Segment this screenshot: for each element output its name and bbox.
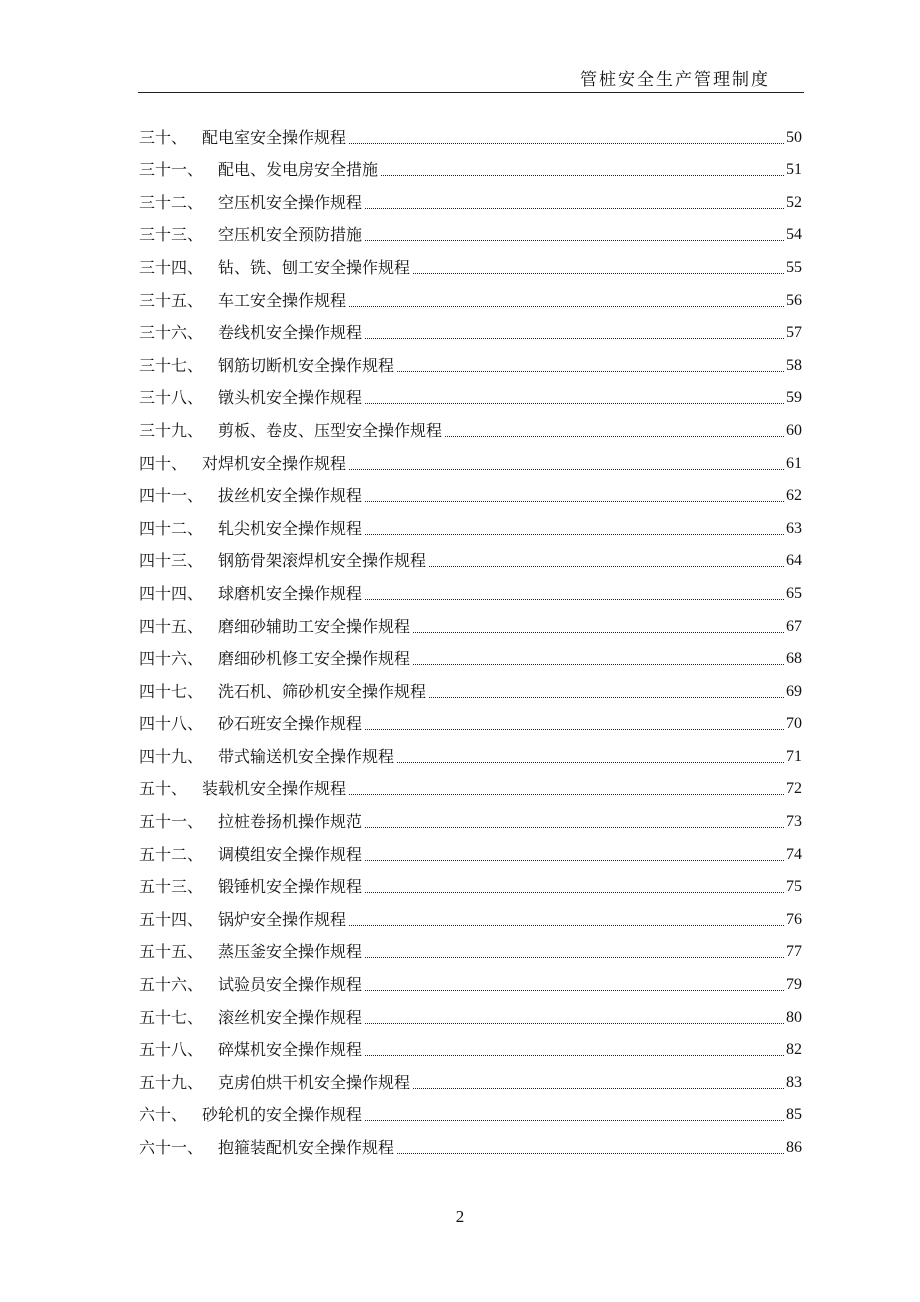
toc-entry-number: 四十二、 [139, 518, 204, 538]
toc-entry-page: 57 [786, 324, 802, 342]
toc-entry[interactable] [139, 1028, 802, 1061]
toc-entry-title: 钻、铣、刨工安全操作规程 [218, 257, 411, 277]
toc-entry-page: 65 [786, 584, 802, 602]
table-of-contents [139, 115, 802, 1158]
toc-dot-leader [365, 403, 784, 404]
toc-entry[interactable] [139, 343, 802, 376]
toc-entry-page: 56 [786, 291, 802, 309]
toc-entry-title: 调模组安全操作规程 [218, 844, 363, 864]
toc-dot-leader [413, 664, 784, 665]
toc-entry-number: 三十四、 [139, 257, 204, 277]
page-number: 2 [455, 1207, 465, 1226]
toc-entry-title: 剪板、卷皮、压型安全操作规程 [218, 420, 443, 440]
toc-entry-title: 锅炉安全操作规程 [218, 909, 347, 929]
toc-entry-number: 四十九、 [139, 746, 204, 766]
toc-dot-leader [445, 436, 784, 437]
toc-entry-page: 51 [786, 161, 802, 179]
toc-entry-title: 拔丝机安全操作规程 [218, 486, 363, 506]
toc-entry-number: 五十六、 [139, 975, 204, 995]
toc-entry-page: 73 [786, 813, 802, 831]
toc-entry-page: 79 [786, 976, 802, 994]
toc-entry-page: 67 [786, 617, 802, 635]
toc-entry[interactable] [139, 115, 802, 148]
toc-entry-number: 四十、 [139, 453, 188, 473]
toc-entry-title: 抱箍装配机安全操作规程 [218, 1138, 395, 1157]
toc-entry-title: 滚丝机安全操作规程 [218, 1007, 363, 1027]
toc-entry-number: 四十八、 [139, 714, 204, 734]
toc-entry-title: 克虏伯烘干机安全操作规程 [218, 1072, 411, 1092]
toc-entry-number: 三十一、 [139, 160, 204, 180]
toc-entry-title: 钢筋切断机安全操作规程 [218, 355, 395, 375]
toc-entry[interactable] [139, 897, 802, 930]
toc-dot-leader [413, 632, 784, 633]
toc-entry[interactable] [139, 539, 802, 572]
toc-dot-leader [429, 697, 784, 698]
toc-entry-page: 74 [786, 845, 802, 863]
toc-dot-leader [349, 794, 784, 795]
toc-entry-title: 钢筋骨架滚焊机安全操作规程 [218, 551, 427, 571]
toc-entry[interactable] [139, 311, 802, 344]
toc-entry[interactable] [139, 441, 802, 474]
toc-entry-page: 70 [786, 715, 802, 733]
toc-entry-number: 五十二、 [139, 844, 204, 864]
toc-entry-number: 六十、 [139, 1105, 188, 1125]
toc-entry-title: 磨细砂辅助工安全操作规程 [218, 616, 411, 636]
toc-entry-number: 五十一、 [139, 812, 204, 832]
toc-entry-title: 镦头机安全操作规程 [218, 388, 363, 408]
toc-entry-page: 80 [786, 1008, 802, 1026]
toc-entry-title: 配电室安全操作规程 [202, 127, 347, 147]
toc-entry-page: 52 [786, 193, 802, 211]
toc-entry-title: 空压机安全预防措施 [218, 225, 363, 245]
toc-entry-number: 三十二、 [139, 192, 204, 212]
toc-entry[interactable] [139, 832, 802, 865]
toc-entry-title: 拉桩卷扬机操作规范 [218, 812, 363, 832]
toc-entry-page: 72 [786, 780, 802, 798]
toc-entry[interactable] [139, 865, 802, 898]
toc-entry-title: 对焊机安全操作规程 [202, 453, 347, 473]
toc-entry-number: 三十六、 [139, 323, 204, 343]
toc-entry-page: 50 [786, 128, 802, 146]
toc-dot-leader [397, 762, 784, 763]
toc-dot-leader [349, 469, 784, 470]
toc-entry[interactable] [139, 376, 802, 409]
toc-entry[interactable] [139, 213, 802, 246]
toc-dot-leader [365, 860, 784, 861]
toc-entry-number: 五十八、 [139, 1040, 204, 1060]
toc-entry[interactable] [139, 148, 802, 181]
toc-entry-page: 54 [786, 226, 802, 244]
toc-entry-page: 68 [786, 650, 802, 668]
toc-entry-number: 四十三、 [139, 551, 204, 571]
toc-entry[interactable] [139, 702, 802, 735]
toc-entry[interactable] [139, 571, 802, 604]
toc-dot-leader [365, 501, 784, 502]
header-title: 管桩安全生产管理制度 [580, 70, 770, 90]
toc-entry-number: 六十一、 [139, 1138, 204, 1157]
toc-entry-page: 59 [786, 389, 802, 407]
toc-entry-page: 76 [786, 910, 802, 928]
toc-entry-number: 四十一、 [139, 486, 204, 506]
toc-entry[interactable] [139, 767, 802, 800]
toc-entry[interactable] [139, 245, 802, 278]
toc-entry-page: 75 [786, 878, 802, 896]
toc-entry[interactable] [139, 408, 802, 441]
page-header [138, 64, 804, 93]
toc-dot-leader [365, 1023, 784, 1024]
toc-entry-title: 碎煤机安全操作规程 [218, 1040, 363, 1060]
toc-entry-page: 55 [786, 258, 802, 276]
toc-entry-number: 五十三、 [139, 877, 204, 897]
toc-entry-page: 62 [786, 487, 802, 505]
toc-dot-leader [365, 208, 784, 209]
toc-dot-leader [365, 892, 784, 893]
toc-dot-leader [365, 240, 784, 241]
toc-dot-leader [413, 273, 784, 274]
toc-dot-leader [365, 827, 784, 828]
toc-entry-number: 五十七、 [139, 1007, 204, 1027]
toc-entry-number: 五十五、 [139, 942, 204, 962]
toc-entry-number: 三十、 [139, 127, 188, 147]
toc-entry[interactable] [139, 637, 802, 670]
toc-dot-leader [349, 925, 784, 926]
toc-entry-number: 四十六、 [139, 649, 204, 669]
toc-entry[interactable] [139, 799, 802, 832]
toc-dot-leader [365, 990, 784, 991]
toc-entry-number: 四十五、 [139, 616, 204, 636]
toc-entry[interactable] [139, 1093, 802, 1126]
toc-entry-title: 蒸压釜安全操作规程 [218, 942, 363, 962]
toc-dot-leader [381, 175, 784, 176]
toc-entry-title: 磨细砂机修工安全操作规程 [218, 649, 411, 669]
toc-dot-leader [365, 534, 784, 535]
toc-dot-leader [429, 566, 784, 567]
toc-dot-leader [365, 729, 784, 730]
toc-entry-number: 三十九、 [139, 420, 204, 440]
toc-dot-leader [349, 306, 784, 307]
toc-dot-leader [365, 1120, 784, 1121]
toc-entry-number: 三十五、 [139, 290, 204, 310]
toc-dot-leader [365, 338, 784, 339]
toc-entry[interactable] [139, 962, 802, 995]
toc-dot-leader [365, 1055, 784, 1056]
toc-entry-number: 四十四、 [139, 583, 204, 603]
toc-entry-number: 三十八、 [139, 388, 204, 408]
toc-entry-title: 配电、发电房安全措施 [218, 160, 379, 180]
toc-entry-page: 77 [786, 943, 802, 961]
toc-dot-leader [397, 1153, 784, 1154]
toc-entry-page: 82 [786, 1041, 802, 1059]
toc-entry[interactable] [139, 604, 802, 637]
toc-entry-title: 卷线机安全操作规程 [218, 323, 363, 343]
toc-entry-page: 60 [786, 421, 802, 439]
toc-entry[interactable] [139, 669, 802, 702]
toc-dot-leader [413, 1088, 784, 1089]
toc-entry[interactable] [139, 278, 802, 311]
toc-dot-leader [365, 599, 784, 600]
toc-entry-title: 空压机安全操作规程 [218, 192, 363, 212]
toc-entry-title: 洗石机、筛砂机安全操作规程 [218, 681, 427, 701]
toc-dot-leader [365, 957, 784, 958]
toc-dot-leader [397, 371, 784, 372]
toc-entry-page: 63 [786, 519, 802, 537]
toc-entry-title: 车工安全操作规程 [218, 290, 347, 310]
toc-entry-page: 58 [786, 356, 802, 374]
toc-entry-number: 五十、 [139, 779, 188, 799]
toc-entry-title: 装载机安全操作规程 [202, 779, 347, 799]
toc-entry-page: 64 [786, 552, 802, 570]
toc-entry-page: 69 [786, 682, 802, 700]
toc-entry[interactable] [139, 734, 802, 767]
toc-entry-number: 五十四、 [139, 909, 204, 929]
toc-entry-number: 四十七、 [139, 681, 204, 701]
toc-entry-page: 83 [786, 1073, 802, 1091]
toc-entry-title: 试验员安全操作规程 [218, 975, 363, 995]
toc-entry-page: 71 [786, 747, 802, 765]
toc-entry[interactable] [139, 1060, 802, 1093]
toc-entry[interactable] [139, 506, 802, 539]
toc-entry-number: 五十九、 [139, 1072, 204, 1092]
toc-entry[interactable] [139, 180, 802, 213]
toc-entry-title: 球磨机安全操作规程 [218, 583, 363, 603]
toc-entry[interactable] [139, 930, 802, 963]
toc-entry[interactable] [139, 995, 802, 1028]
toc-entry-number: 三十三、 [139, 225, 204, 245]
toc-entry[interactable] [139, 474, 802, 507]
toc-entry-title: 轧尖机安全操作规程 [218, 518, 363, 538]
toc-entry-title: 锻锤机安全操作规程 [218, 877, 363, 897]
toc-entry[interactable] [139, 1125, 802, 1158]
toc-dot-leader [349, 143, 784, 144]
toc-entry-page: 85 [786, 1106, 802, 1124]
toc-entry-page: 86 [786, 1139, 802, 1156]
toc-entry-title: 砂石班安全操作规程 [218, 714, 363, 734]
toc-entry-title: 带式输送机安全操作规程 [218, 746, 395, 766]
toc-entry-number: 三十七、 [139, 355, 204, 375]
toc-entry-title: 砂轮机的安全操作规程 [202, 1105, 363, 1125]
toc-entry-page: 61 [786, 454, 802, 472]
